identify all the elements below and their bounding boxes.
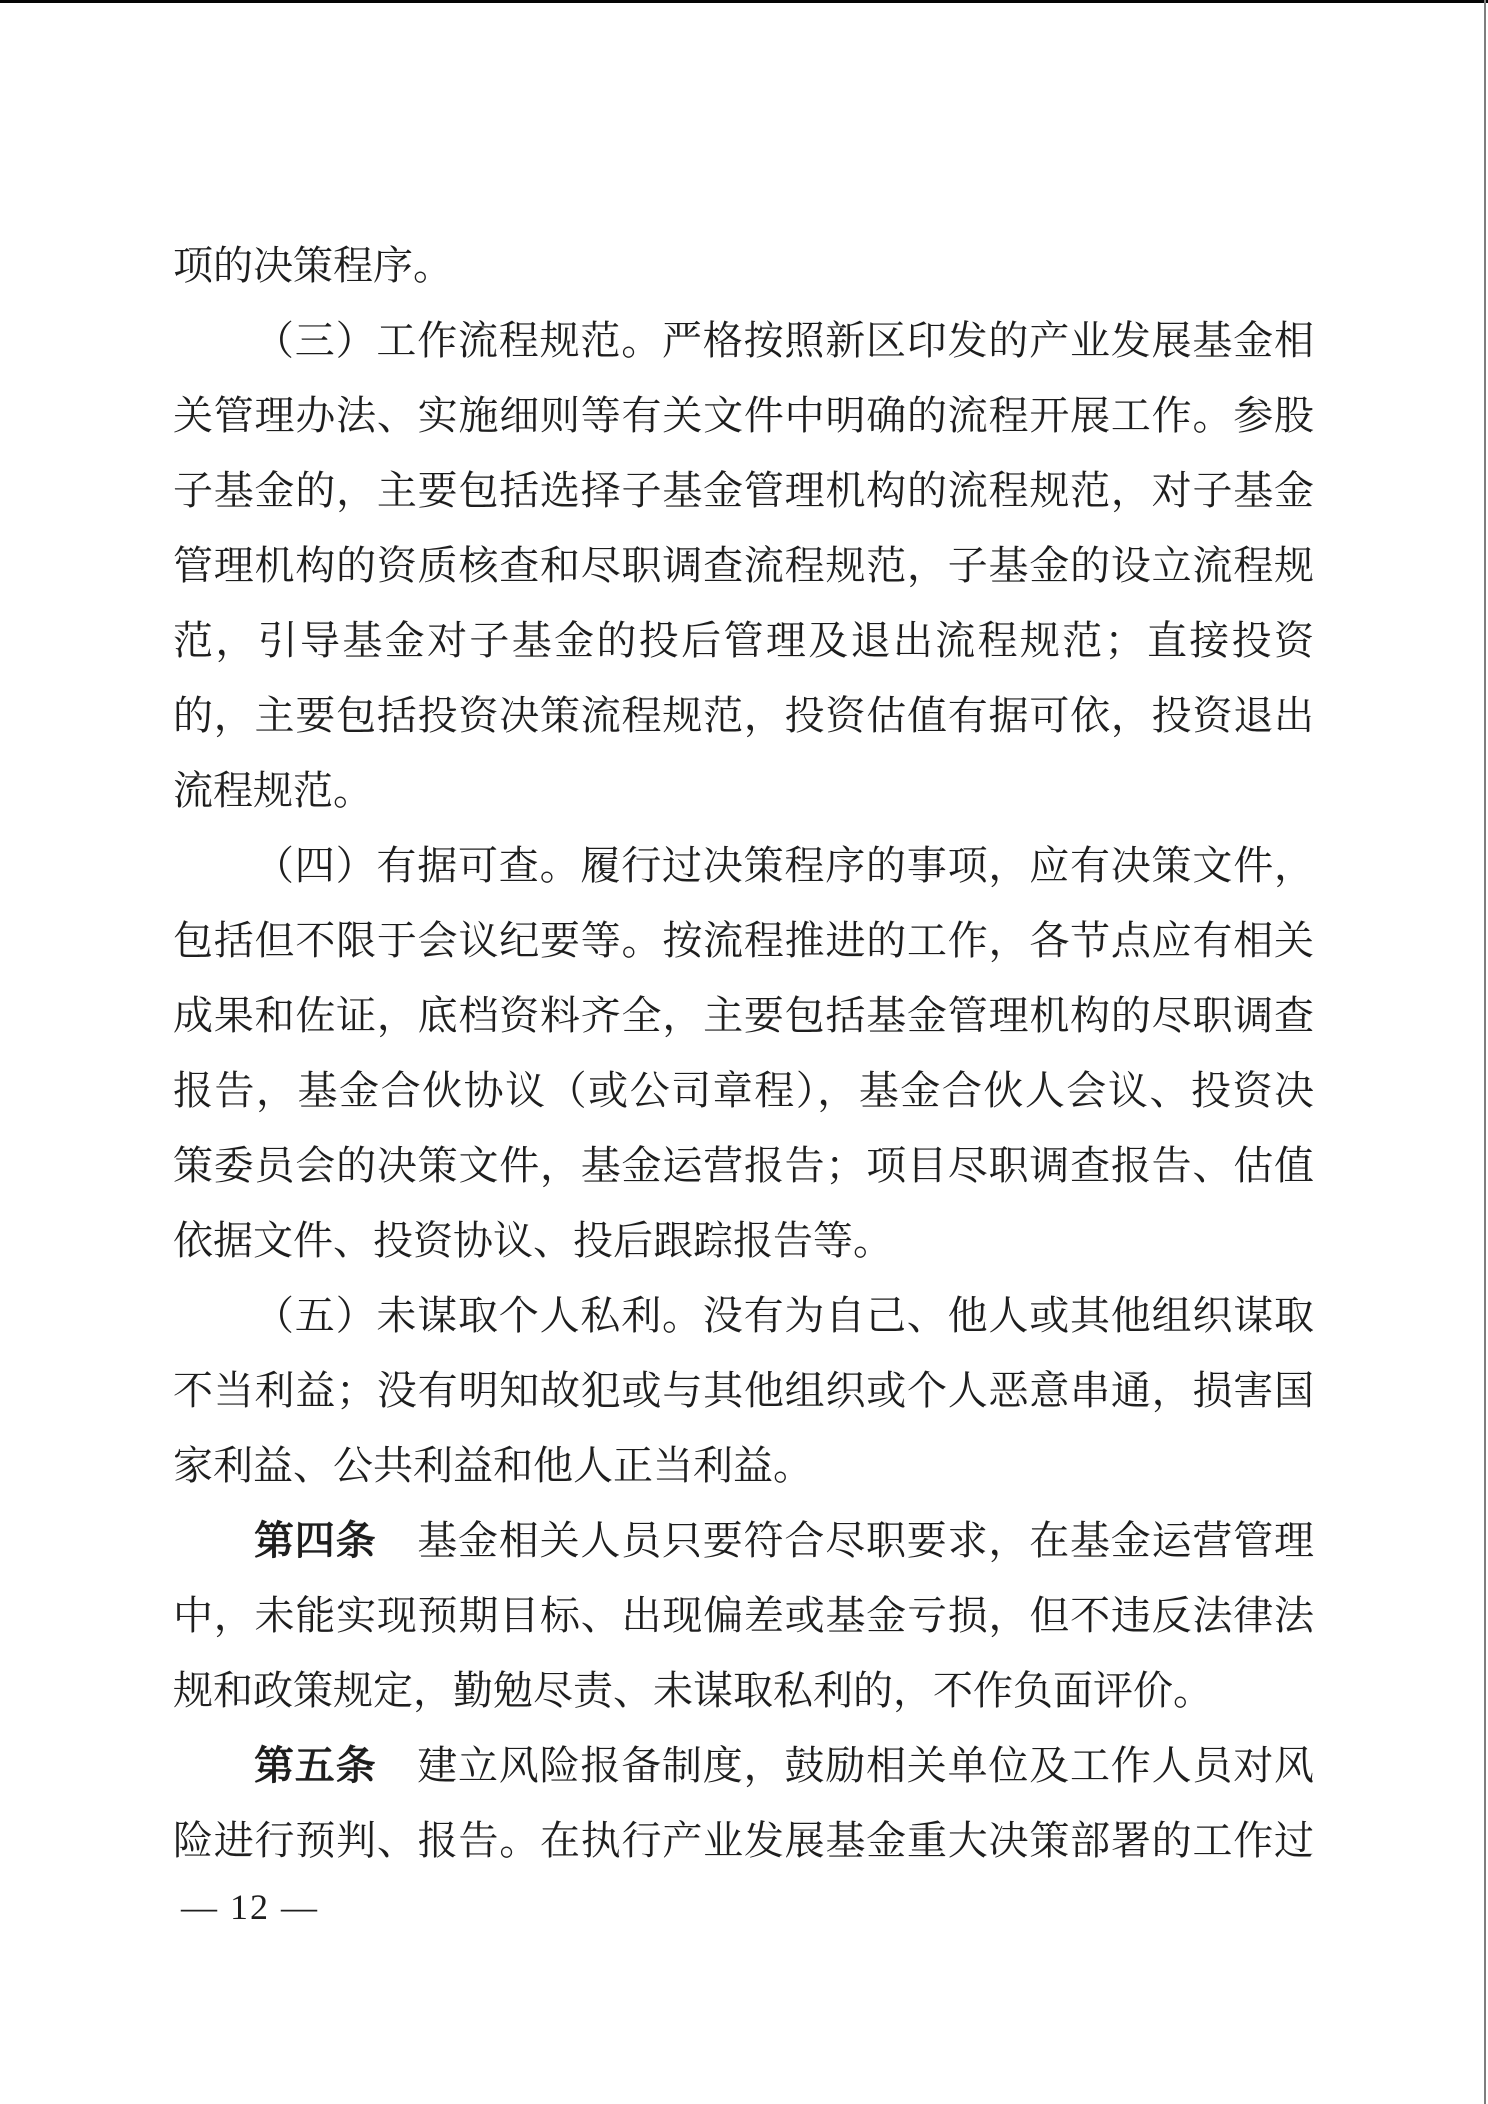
- text-line: 策委员会的决策文件，基金运营报告；项目尽职调查报告、估值: [173, 1143, 1314, 1188]
- text-line: 包括但不限于会议纪要等。按流程推进的工作，各节点应有相关: [173, 918, 1314, 963]
- text-line: 依据文件、投资协议、投后跟踪报告等。: [173, 1218, 893, 1263]
- text-line: 第五条 建立风险报备制度，鼓励相关单位及工作人员对风: [254, 1743, 1315, 1788]
- text-line: 成果和佐证，底档资料齐全，主要包括基金管理机构的尽职调查: [173, 993, 1314, 1038]
- text-line: 项的决策程序。: [173, 243, 453, 288]
- text-line: 流程规范。: [173, 768, 373, 813]
- text-line: 的，主要包括投资决策流程规范，投资估值有据可依，投资退出: [173, 693, 1314, 738]
- text-line: 范，引导基金对子基金的投后管理及退出流程规范；直接投资: [173, 618, 1314, 663]
- text-line: （五）未谋取个人私利。没有为自己、他人或其他组织谋取: [254, 1293, 1314, 1338]
- article-number: 第五条: [254, 1743, 377, 1788]
- page-number: — 12 —: [181, 1887, 319, 1927]
- text-line: 险进行预判、报告。在执行产业发展基金重大决策部署的工作过: [173, 1818, 1314, 1863]
- document-body: [173, 228, 1314, 1878]
- text-line: 子基金的，主要包括选择子基金管理机构的流程规范，对子基金: [173, 468, 1314, 513]
- text-line: 不当利益；没有明知故犯或与其他组织或个人恶意串通，损害国: [173, 1368, 1314, 1413]
- text-line: 规和政策规定，勤勉尽责、未谋取私利的，不作负面评价。: [173, 1668, 1213, 1713]
- text-line: 中，未能实现预期目标、出现偏差或基金亏损，但不违反法律法: [173, 1593, 1314, 1638]
- article-number: 第四条: [254, 1518, 377, 1563]
- text-line: 家利益、公共利益和他人正当利益。: [173, 1443, 813, 1488]
- text-line: （三）工作流程规范。严格按照新区印发的产业发展基金相: [254, 318, 1314, 363]
- text-line: 第四条 基金相关人员只要符合尽职要求，在基金运营管理: [254, 1518, 1315, 1563]
- text-line: 关管理办法、实施细则等有关文件中明确的流程开展工作。参股: [173, 393, 1314, 438]
- text-line: 管理机构的资质核查和尽职调查流程规范，子基金的设立流程规: [173, 543, 1314, 588]
- scan-edge-top: [0, 0, 1488, 3]
- text-line: （四）有据可查。履行过决策程序的事项，应有决策文件，: [254, 843, 1314, 888]
- text-line: 报告，基金合伙协议（或公司章程），基金合伙人会议、投资决: [173, 1068, 1314, 1113]
- scan-edge-right: [1484, 0, 1486, 2104]
